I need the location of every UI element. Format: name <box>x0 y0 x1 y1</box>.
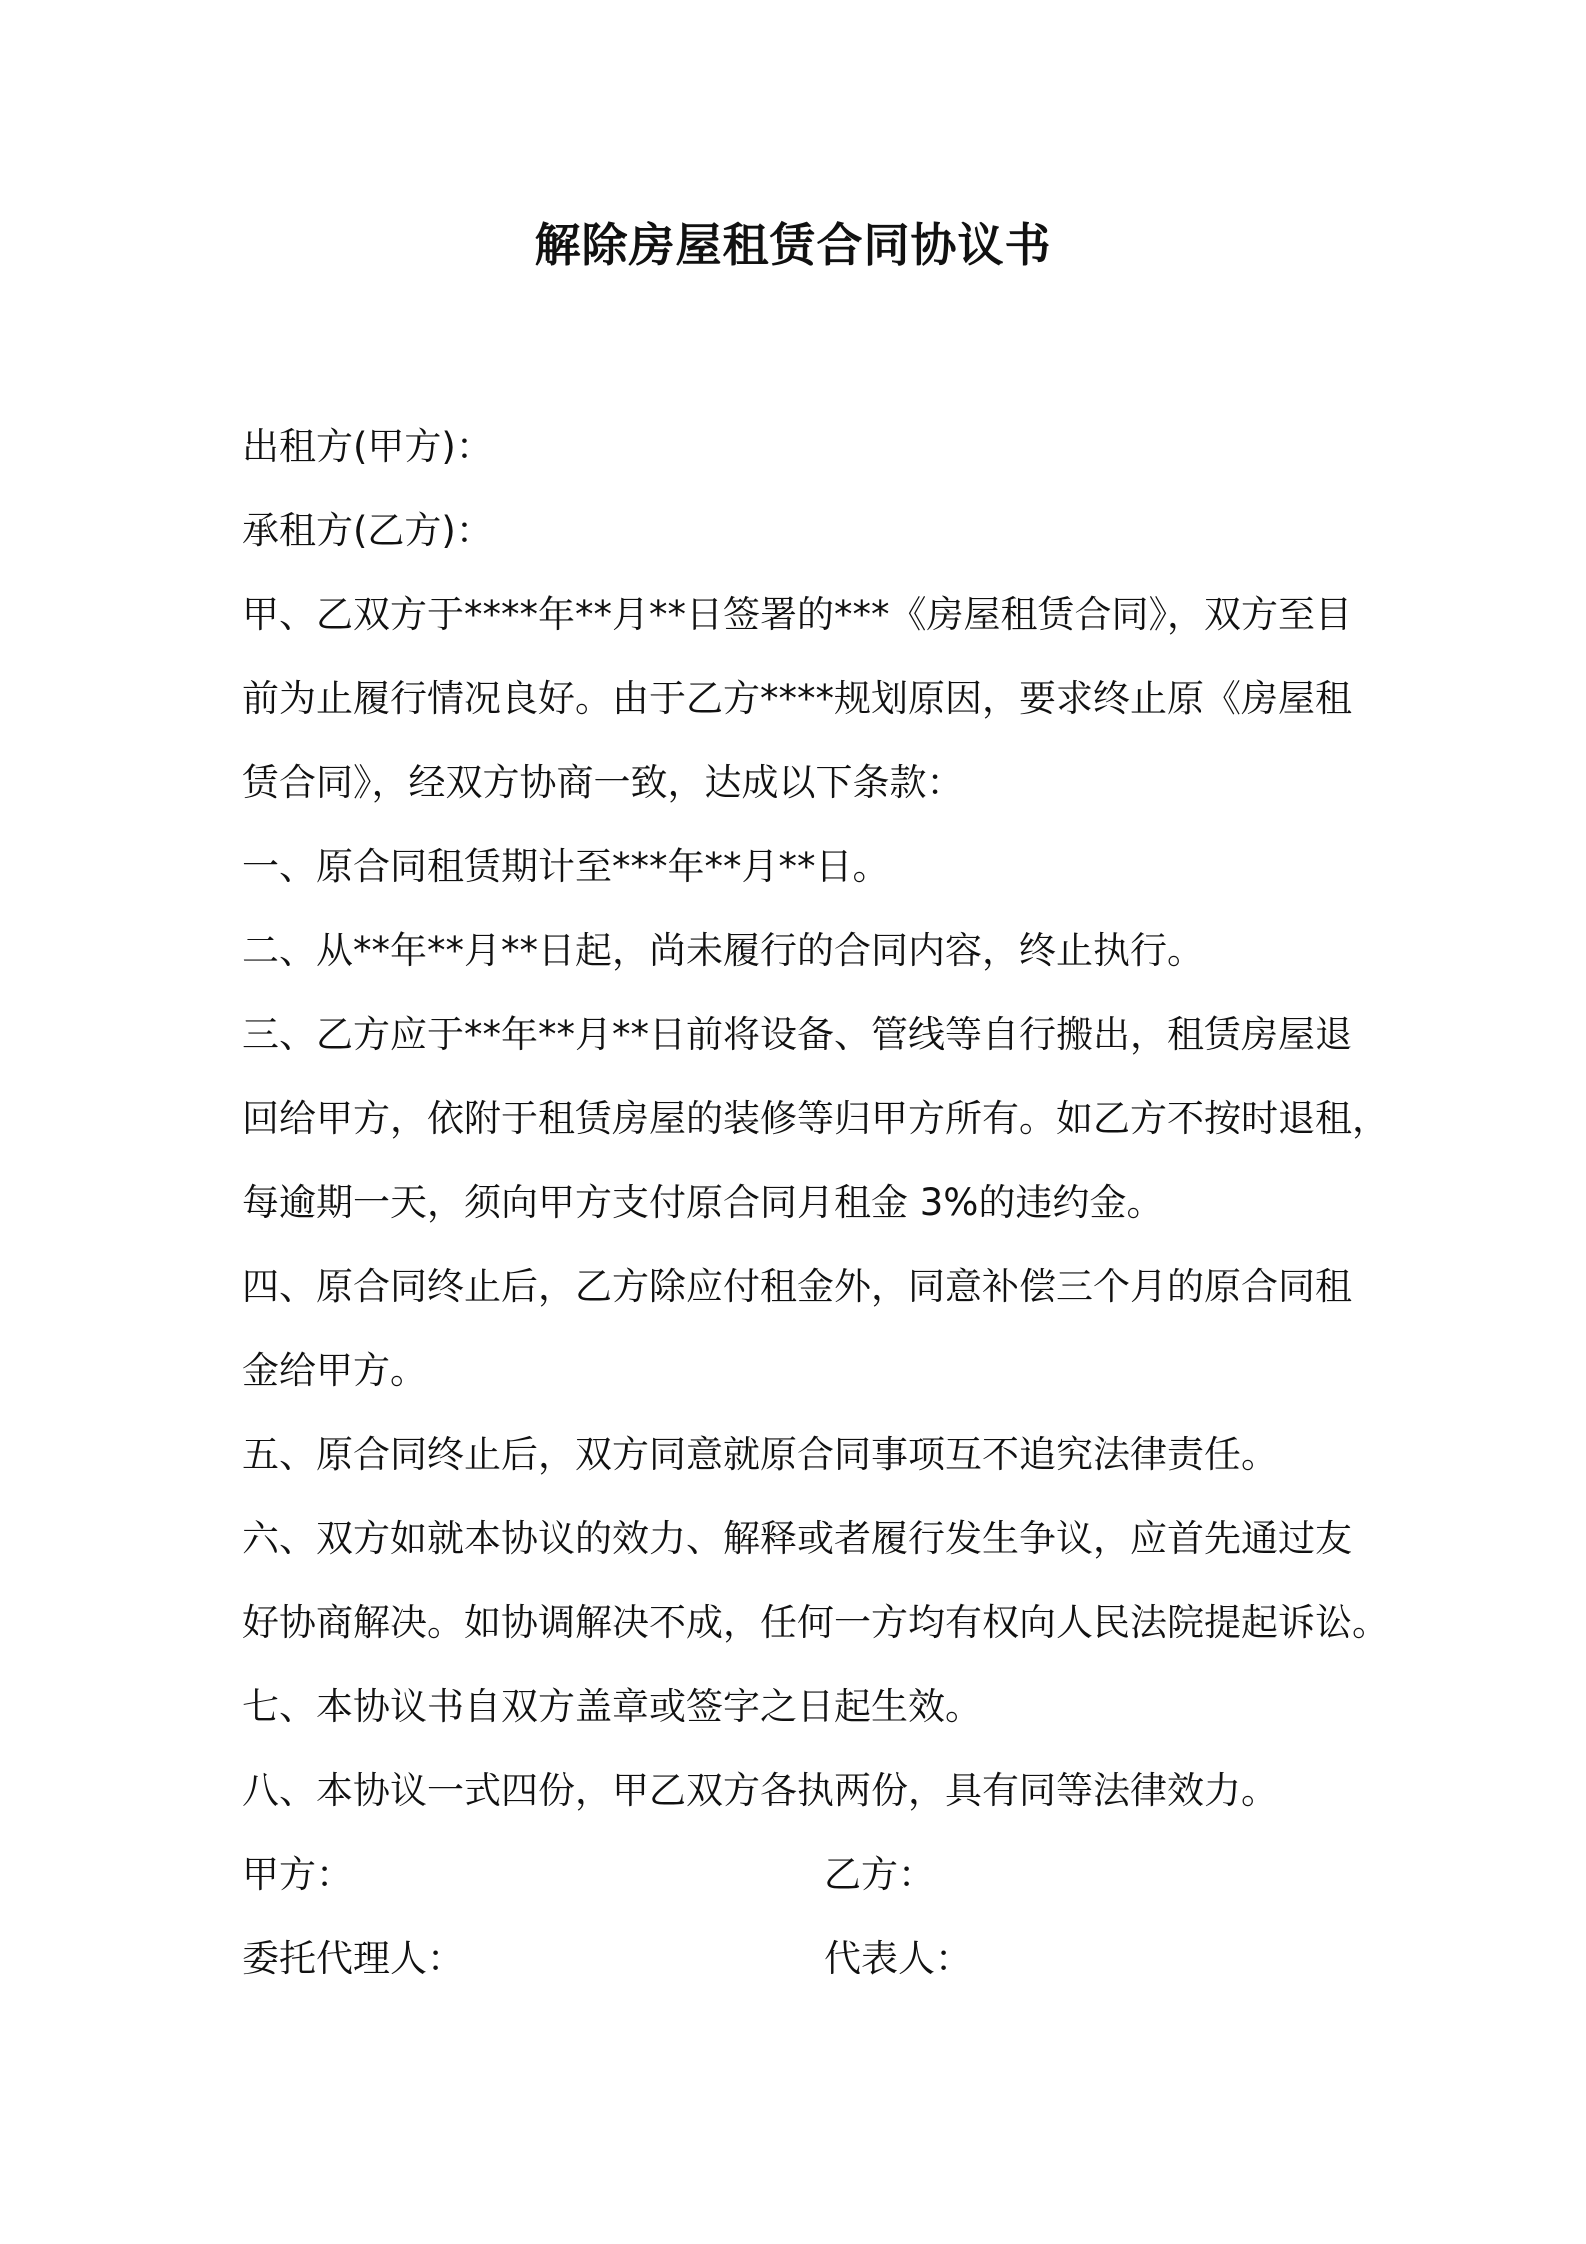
clause-4 <box>242 1245 1362 1413</box>
clause-line: 每逾期一天，须向甲方支付原合同月租金 3%的违约金。 <box>242 1181 1164 1224</box>
clause-line: 好协商解决。如协调解决不成，任何一方均有权向人民法院提起诉讼。 <box>242 1601 1389 1644</box>
preamble-paragraph <box>242 573 1362 825</box>
lessor-line: 出租方(甲方)： <box>242 425 493 468</box>
signature-row-parties <box>242 1833 1362 1917</box>
clause-line: 二、从**年**月**日起，尚未履行的合同内容，终止执行。 <box>242 929 1204 972</box>
clause-line: 八、本协议一式四份，甲乙双方各执两份，具有同等法律效力。 <box>242 1769 1278 1812</box>
clause-line: 金给甲方。 <box>242 1349 427 1392</box>
preamble-line: 前为止履行情况良好。由于乙方****规划原因，要求终止原《房屋租 <box>242 677 1352 720</box>
clause-line: 四、原合同终止后，乙方除应付租金外，同意补偿三个月的原合同租 <box>242 1265 1352 1308</box>
representative-signature-label: 代表人： <box>824 1937 972 1980</box>
clause-7 <box>242 1665 1362 1749</box>
signature-row-agents <box>242 1917 1362 2001</box>
clause-line: 五、原合同终止后，双方同意就原合同事项互不追究法律责任。 <box>242 1433 1278 1476</box>
preamble-line: 甲、乙双方于****年**月**日签署的***《房屋租赁合同》，双方至目 <box>242 593 1352 636</box>
preamble-line: 赁合同》，经双方协商一致，达成以下条款： <box>242 761 964 804</box>
clause-8 <box>242 1749 1362 1833</box>
clause-line: 六、双方如就本协议的效力、解释或者履行发生争议，应首先通过友 <box>242 1517 1352 1560</box>
clause-2 <box>242 909 1362 993</box>
clause-3 <box>242 993 1389 1245</box>
clause-line: 回给甲方，依附于租赁房屋的装修等归甲方所有。如乙方不按时退租， <box>242 1097 1389 1140</box>
party-b-signature-label: 乙方： <box>824 1853 935 1896</box>
lessee-line: 承租方(乙方)： <box>242 509 493 552</box>
document-body <box>242 405 1389 2001</box>
clause-line: 七、本协议书自双方盖章或签字之日起生效。 <box>242 1685 982 1728</box>
clause-6 <box>242 1497 1389 1665</box>
clause-line: 三、乙方应于**年**月**日前将设备、管线等自行搬出，租赁房屋退 <box>242 1013 1352 1056</box>
document-title: 解除房屋租赁合同协议书 <box>534 218 1052 272</box>
party-a-signature-label: 甲方： <box>242 1853 353 1896</box>
agent-signature-label: 委托代理人： <box>242 1937 464 1980</box>
clause-5 <box>242 1413 1362 1497</box>
clause-1 <box>242 825 1362 909</box>
clause-line: 一、原合同租赁期计至***年**月**日。 <box>242 845 890 888</box>
